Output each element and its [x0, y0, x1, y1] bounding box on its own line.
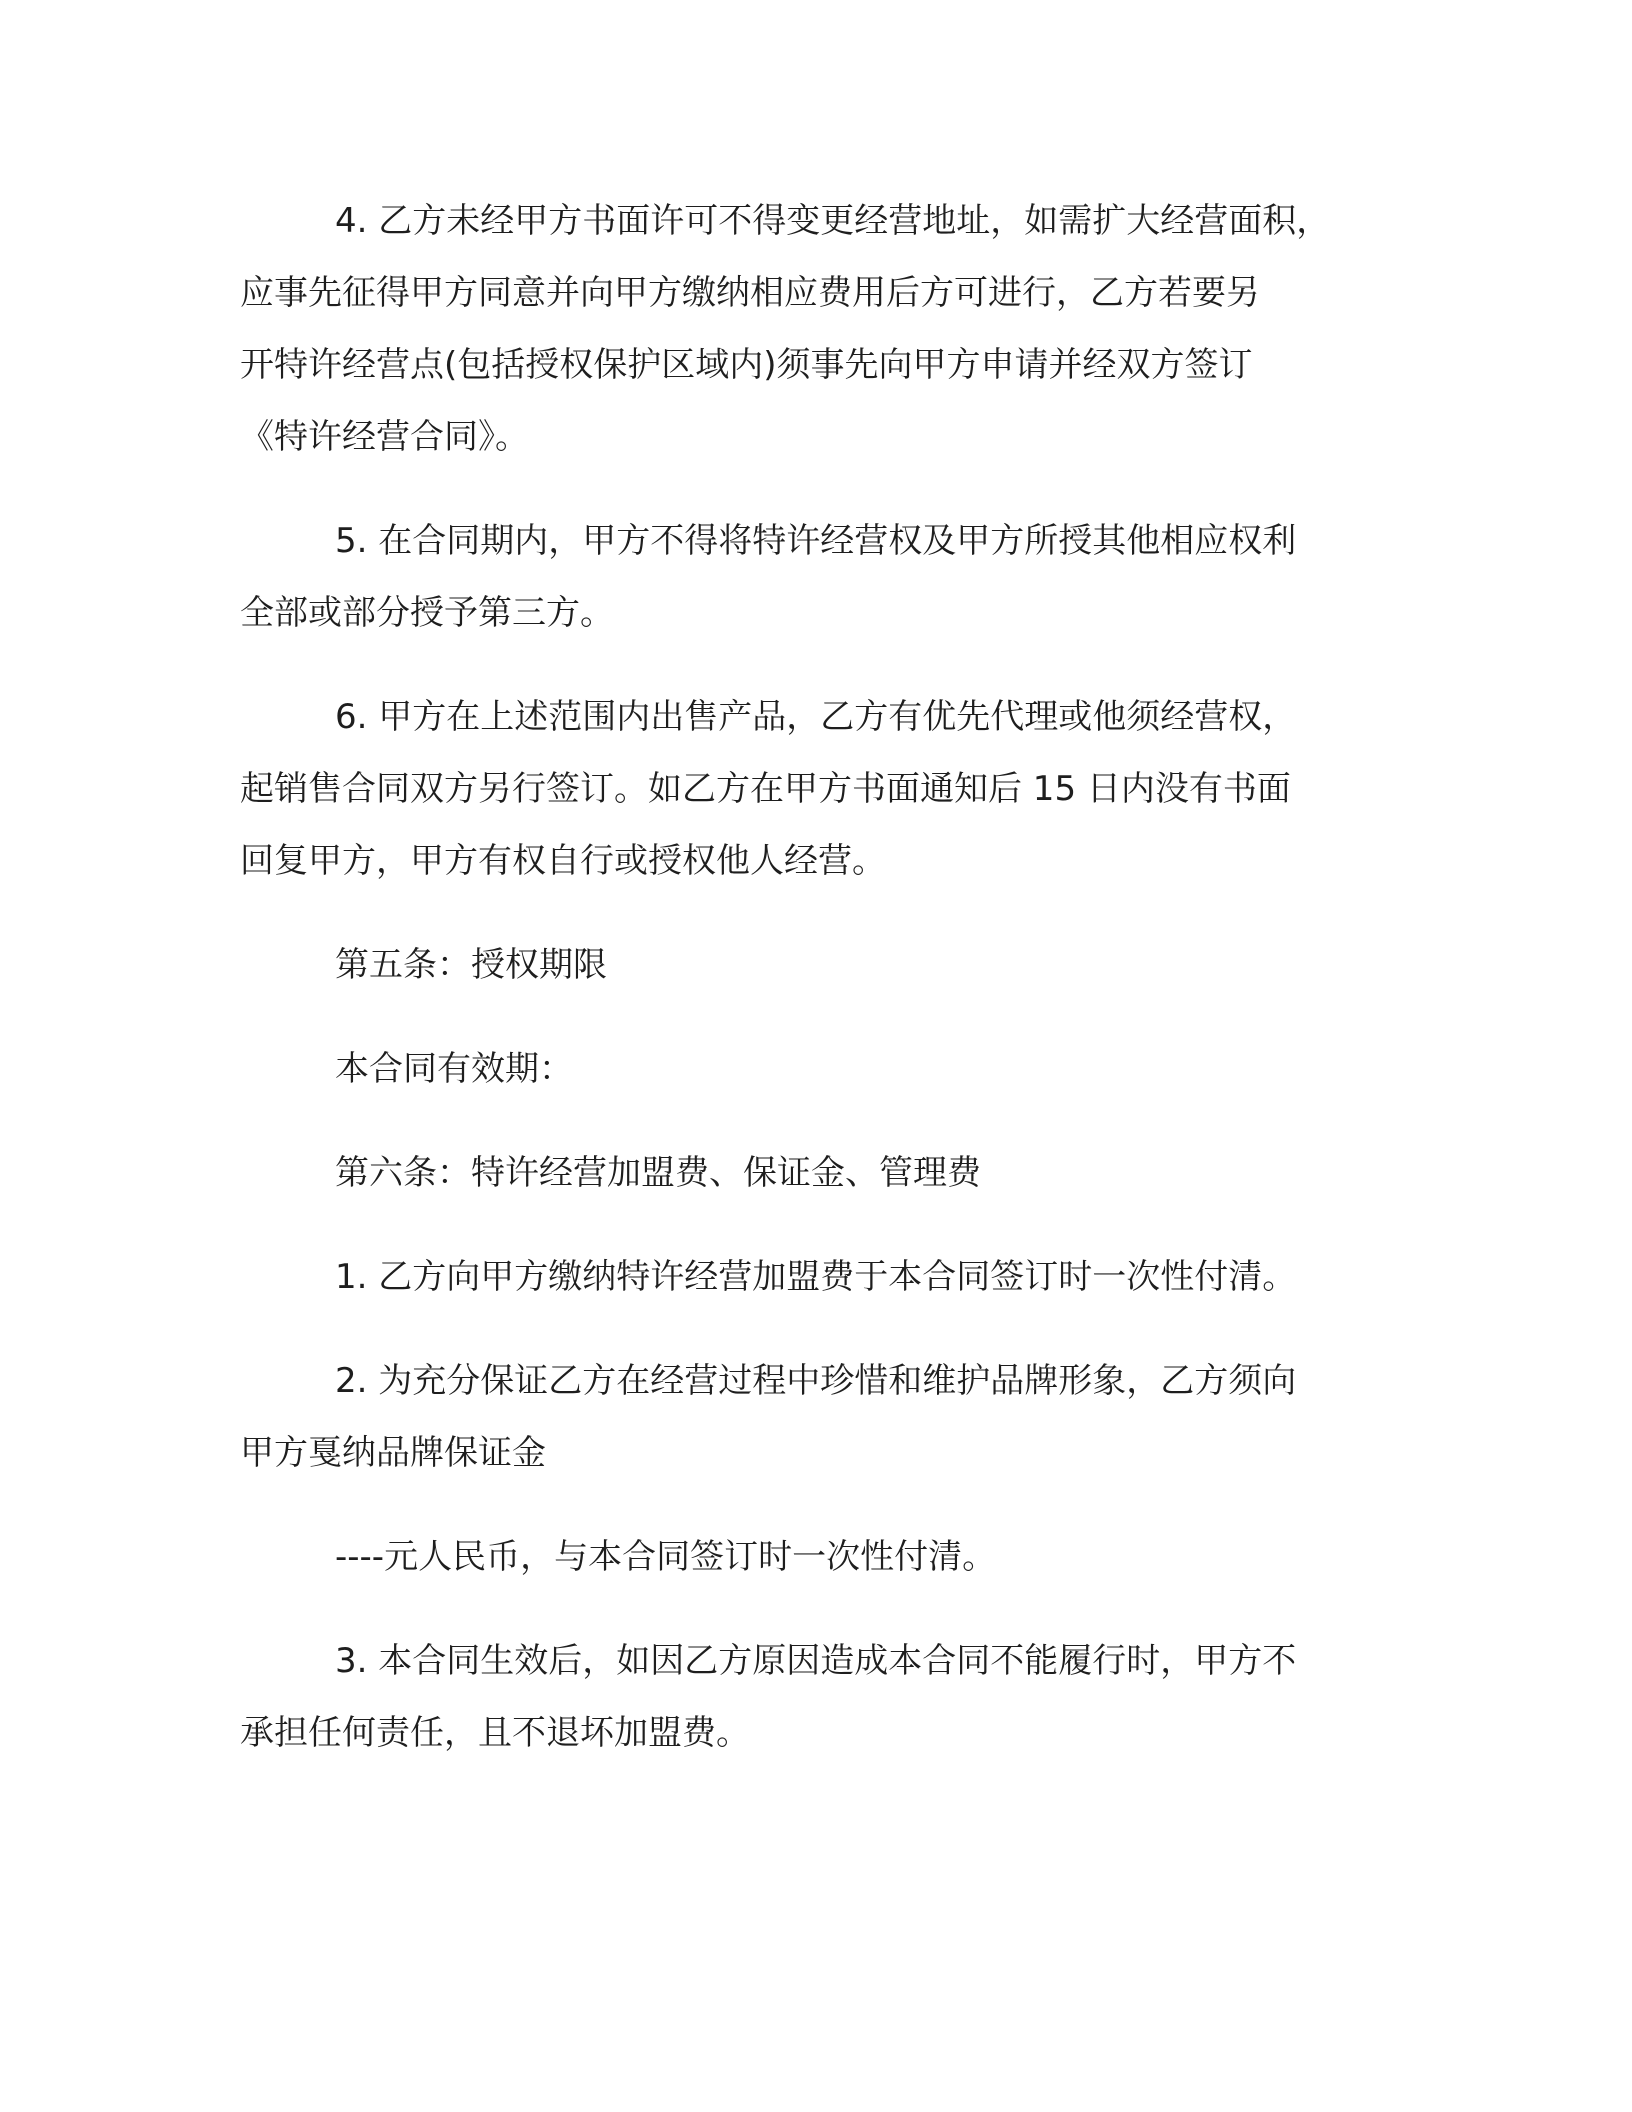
clause-4-paragraph	[240, 185, 1400, 473]
text-line: 本合同有效期：	[335, 1049, 573, 1089]
text-line: 4. 乙方未经甲方书面许可不得变更经营地址，如需扩大经营面积，	[335, 201, 1331, 241]
text-line: 应事先征得甲方同意并向甲方缴纳相应费用后方可进行，乙方若要另	[240, 273, 1260, 313]
text-line: 2. 为充分保证乙方在经营过程中珍惜和维护品牌形象，乙方须向	[335, 1361, 1297, 1401]
text-line: 起销售合同双方另行签订。如乙方在甲方书面通知后 15 日内没有书面	[240, 769, 1291, 809]
validity-period-line	[240, 1033, 1400, 1105]
text-line: 甲方戛纳品牌保证金	[240, 1433, 546, 1473]
fee-clause-1-paragraph	[240, 1241, 1400, 1313]
text-line: 3. 本合同生效后，如因乙方原因造成本合同不能履行时，甲方不	[335, 1641, 1297, 1681]
fee-clause-2-paragraph	[240, 1345, 1400, 1489]
fee-clause-3-paragraph	[240, 1625, 1400, 1769]
text-line: 第五条：授权期限	[335, 945, 607, 985]
clause-5-paragraph	[240, 505, 1400, 649]
text-line: 1. 乙方向甲方缴纳特许经营加盟费于本合同签订时一次性付清。	[335, 1257, 1297, 1297]
text-line: 6. 甲方在上述范围内出售产品，乙方有优先代理或他须经营权，	[335, 697, 1297, 737]
article-5-heading	[240, 929, 1400, 1001]
text-line: 承担任何责任，且不退坏加盟费。	[240, 1713, 750, 1753]
text-line: 开特许经营点(包括授权保护区域内)须事先向甲方申请并经双方签订	[240, 345, 1253, 385]
deposit-amount-line	[240, 1521, 1400, 1593]
document-body	[240, 185, 1400, 1801]
text-line: ----元人民币，与本合同签订时一次性付清。	[335, 1537, 997, 1577]
text-line: 《特许经营合同》。	[240, 417, 529, 457]
article-6-heading	[240, 1137, 1400, 1209]
text-line: 全部或部分授予第三方。	[240, 593, 614, 633]
text-line: 第六条：特许经营加盟费、保证金、管理费	[335, 1153, 981, 1193]
clause-6-paragraph	[240, 681, 1400, 897]
text-line: 回复甲方，甲方有权自行或授权他人经营。	[240, 841, 886, 881]
text-line: 5. 在合同期内，甲方不得将特许经营权及甲方所授其他相应权利	[335, 521, 1297, 561]
